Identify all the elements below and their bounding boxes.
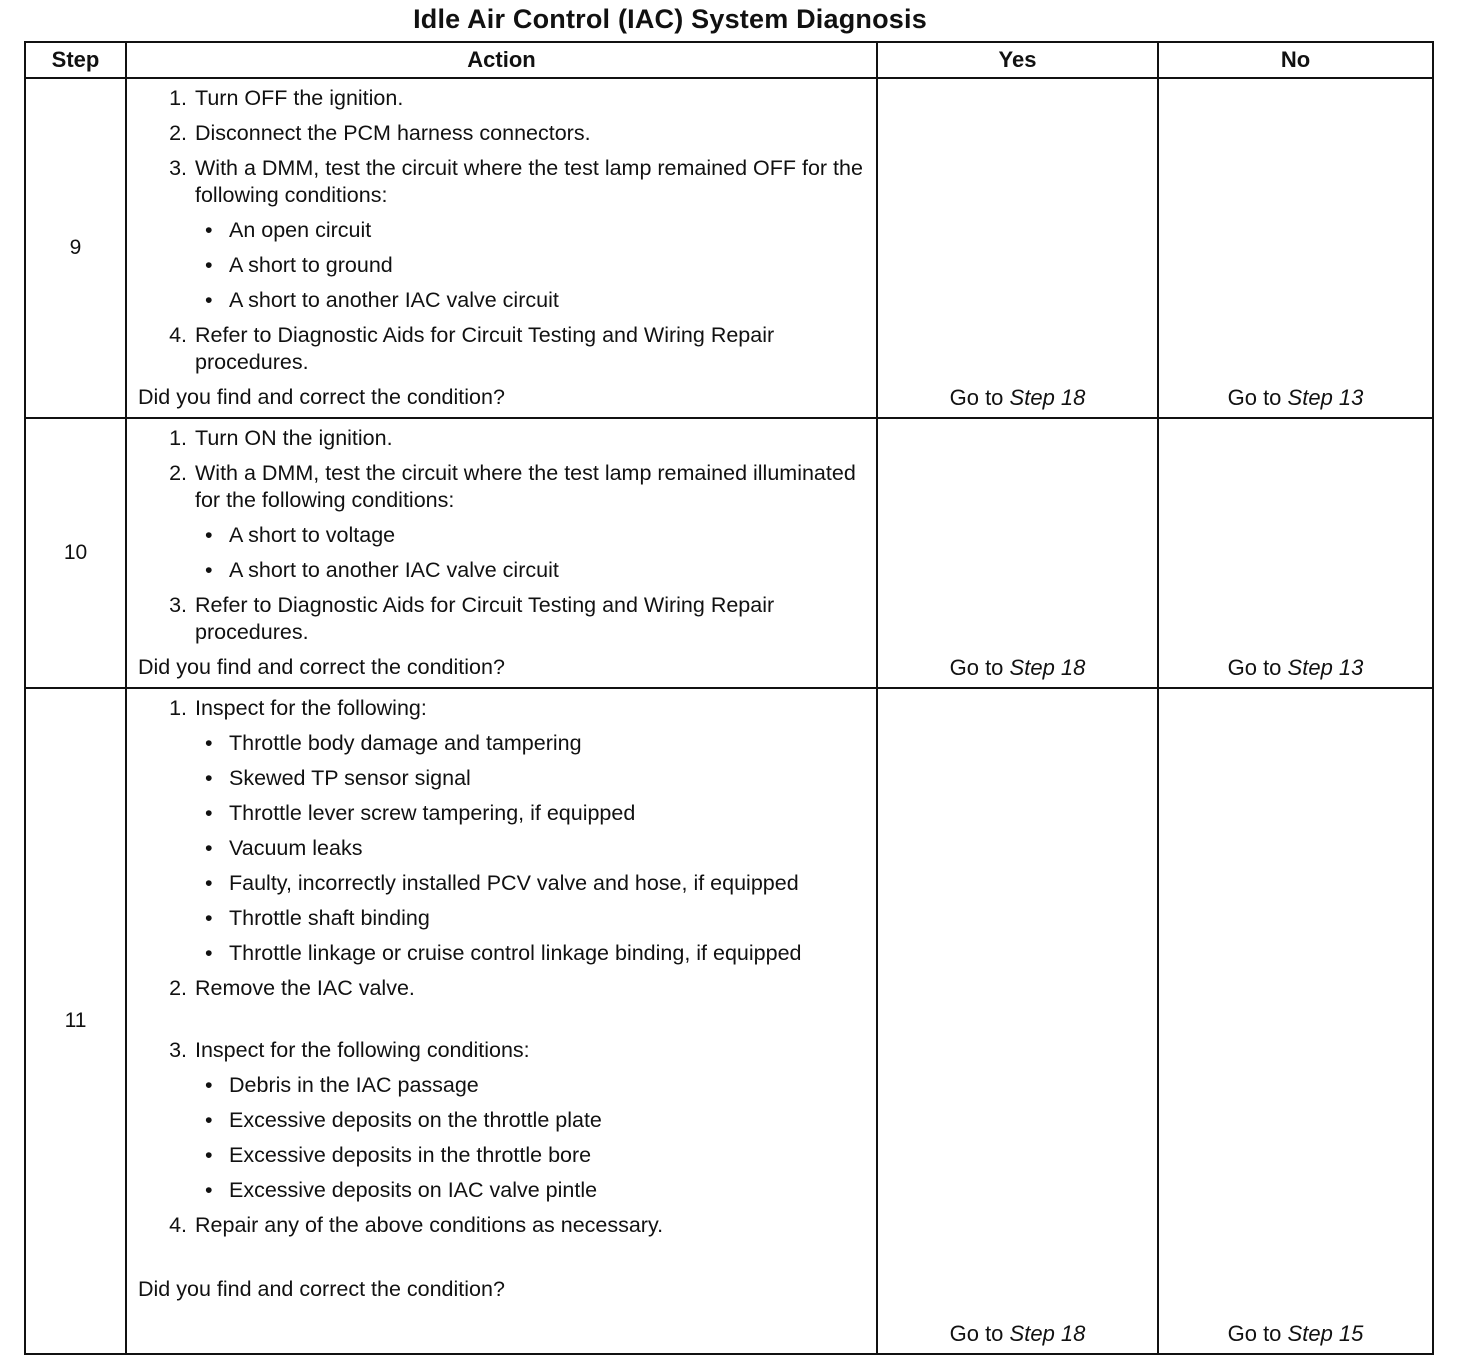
no-target-step: Step 13 (1287, 385, 1364, 410)
bullet-icon: • (205, 1143, 213, 1167)
yes-cell (877, 418, 1158, 688)
step-number: 10 (25, 418, 126, 688)
bullet-icon: • (205, 1108, 213, 1132)
bullet-item (127, 870, 876, 897)
numbered-step (127, 975, 876, 1002)
header-action: Action (126, 42, 877, 78)
numbered-step (127, 1037, 876, 1064)
bullet-item (127, 1072, 876, 1099)
no-cell (1158, 78, 1433, 418)
spacer (127, 1010, 876, 1037)
step-text: Refer to Diagnostic Aids for Circuit Testing and Wiring Repair procedures. (195, 593, 775, 644)
numbered-step (127, 85, 876, 112)
bullet-text: Excessive deposits in the throttle bore (229, 1143, 592, 1167)
step-text: With a DMM, test the circuit where the test lamp remained OFF for the following conditions: (195, 156, 863, 207)
step-index: 2. (169, 461, 187, 485)
bullet-text: Faulty, incorrectly installed PCV valve and hose, if equipped (229, 871, 799, 895)
yes-cell (877, 78, 1158, 418)
numbered-step (127, 425, 876, 452)
bullet-icon: • (205, 731, 213, 755)
diagnosis-table (24, 41, 1434, 1355)
go-to-label: Go to (949, 385, 1004, 410)
question-text: Did you find and correct the condition? (138, 385, 505, 409)
action-cell (126, 78, 877, 418)
yes-cell (877, 688, 1158, 1354)
bullet-text: Throttle shaft binding (229, 906, 430, 930)
spacer (127, 1247, 876, 1274)
bullet-icon: • (205, 941, 213, 965)
step-text: Turn OFF the ignition. (195, 86, 404, 110)
bullet-item (127, 905, 876, 932)
bullet-text: Throttle linkage or cruise control linkage binding, if equipped (229, 941, 802, 965)
bullet-item (127, 730, 876, 757)
bullet-item (127, 1107, 876, 1134)
numbered-step (127, 695, 876, 722)
step-index: 3. (169, 593, 187, 617)
step-text: With a DMM, test the circuit where the test lamp remained illuminated for the following conditions: (195, 461, 856, 512)
bullet-item (127, 835, 876, 862)
question-text: Did you find and correct the condition? (138, 655, 505, 679)
go-to-label: Go to (1227, 655, 1282, 680)
bullet-text: A short to another IAC valve circuit (229, 558, 559, 582)
bullet-text: Debris in the IAC passage (229, 1073, 479, 1097)
step-index: 2. (169, 976, 187, 1000)
header-step: Step (25, 42, 126, 78)
yes-target-step: Step 18 (1009, 655, 1086, 680)
step-text: Repair any of the above conditions as necessary. (195, 1213, 664, 1237)
page-title: Idle Air Control (IAC) System Diagnosis (413, 4, 927, 34)
bullet-icon: • (205, 1073, 213, 1097)
go-to-label: Go to (1227, 1321, 1282, 1346)
no-target-step: Step 13 (1287, 655, 1364, 680)
bullet-icon: • (205, 906, 213, 930)
step-text: Inspect for the following: (195, 696, 427, 720)
step-index: 1. (169, 696, 187, 720)
bullet-item (127, 800, 876, 827)
bullet-text: A short to another IAC valve circuit (229, 288, 559, 312)
step-index: 2. (169, 121, 187, 145)
bullet-item (127, 1177, 876, 1204)
bullet-item (127, 765, 876, 792)
numbered-step (127, 120, 876, 147)
step-index: 1. (169, 426, 187, 450)
bullet-text: A short to ground (229, 253, 393, 277)
bullet-icon: • (205, 288, 213, 312)
step-number: 11 (25, 688, 126, 1354)
bullet-item (127, 217, 876, 244)
bullet-icon: • (205, 218, 213, 242)
step-index: 1. (169, 86, 187, 110)
no-cell (1158, 688, 1433, 1354)
step-text: Remove the IAC valve. (195, 976, 415, 1000)
step-number: 9 (25, 78, 126, 418)
bullet-icon: • (205, 523, 213, 547)
numbered-step (127, 460, 876, 514)
bullet-item (127, 1142, 876, 1169)
go-to-label: Go to (949, 655, 1004, 680)
table-row (25, 418, 1433, 688)
numbered-step (127, 1212, 876, 1239)
bullet-text: Skewed TP sensor signal (229, 766, 471, 790)
bullet-text: Throttle body damage and tampering (229, 731, 582, 755)
step-index: 3. (169, 1038, 187, 1062)
numbered-step (127, 322, 876, 376)
bullet-icon: • (205, 766, 213, 790)
table-row (25, 78, 1433, 418)
bullet-icon: • (205, 801, 213, 825)
bullet-item (127, 287, 876, 314)
no-cell (1158, 418, 1433, 688)
bullet-text: Excessive deposits on IAC valve pintle (229, 1178, 598, 1202)
step-text: Inspect for the following conditions: (195, 1038, 530, 1062)
bullet-icon: • (205, 1178, 213, 1202)
bullet-text: Throttle lever screw tampering, if equipped (229, 801, 636, 825)
header-row (25, 42, 1433, 78)
go-to-label: Go to (949, 1321, 1004, 1346)
bullet-item (127, 940, 876, 967)
bullet-icon: • (205, 836, 213, 860)
table-row (25, 688, 1433, 1354)
question-text: Did you find and correct the condition? (138, 1277, 505, 1301)
bullet-text: A short to voltage (229, 523, 396, 547)
step-text: Turn ON the ignition. (195, 426, 393, 450)
bullet-item (127, 557, 876, 584)
numbered-step (127, 155, 876, 209)
step-index: 4. (169, 1213, 187, 1237)
step-index: 3. (169, 156, 187, 180)
bullet-icon: • (205, 253, 213, 277)
no-target-step: Step 15 (1287, 1321, 1364, 1346)
yes-target-step: Step 18 (1009, 1321, 1086, 1346)
bullet-icon: • (205, 558, 213, 582)
bullet-text: Excessive deposits on the throttle plate (229, 1108, 602, 1132)
bullet-text: An open circuit (229, 218, 372, 242)
bullet-icon: • (205, 871, 213, 895)
header-yes: Yes (877, 42, 1158, 78)
step-index: 4. (169, 323, 187, 347)
action-cell (126, 418, 877, 688)
header-no: No (1158, 42, 1433, 78)
go-to-label: Go to (1227, 385, 1282, 410)
yes-target-step: Step 18 (1009, 385, 1086, 410)
action-cell (126, 688, 877, 1354)
bullet-item (127, 252, 876, 279)
bullet-item (127, 522, 876, 549)
step-text: Refer to Diagnostic Aids for Circuit Testing and Wiring Repair procedures. (195, 323, 775, 374)
step-text: Disconnect the PCM harness connectors. (195, 121, 591, 145)
numbered-step (127, 592, 876, 646)
bullet-text: Vacuum leaks (229, 836, 363, 860)
